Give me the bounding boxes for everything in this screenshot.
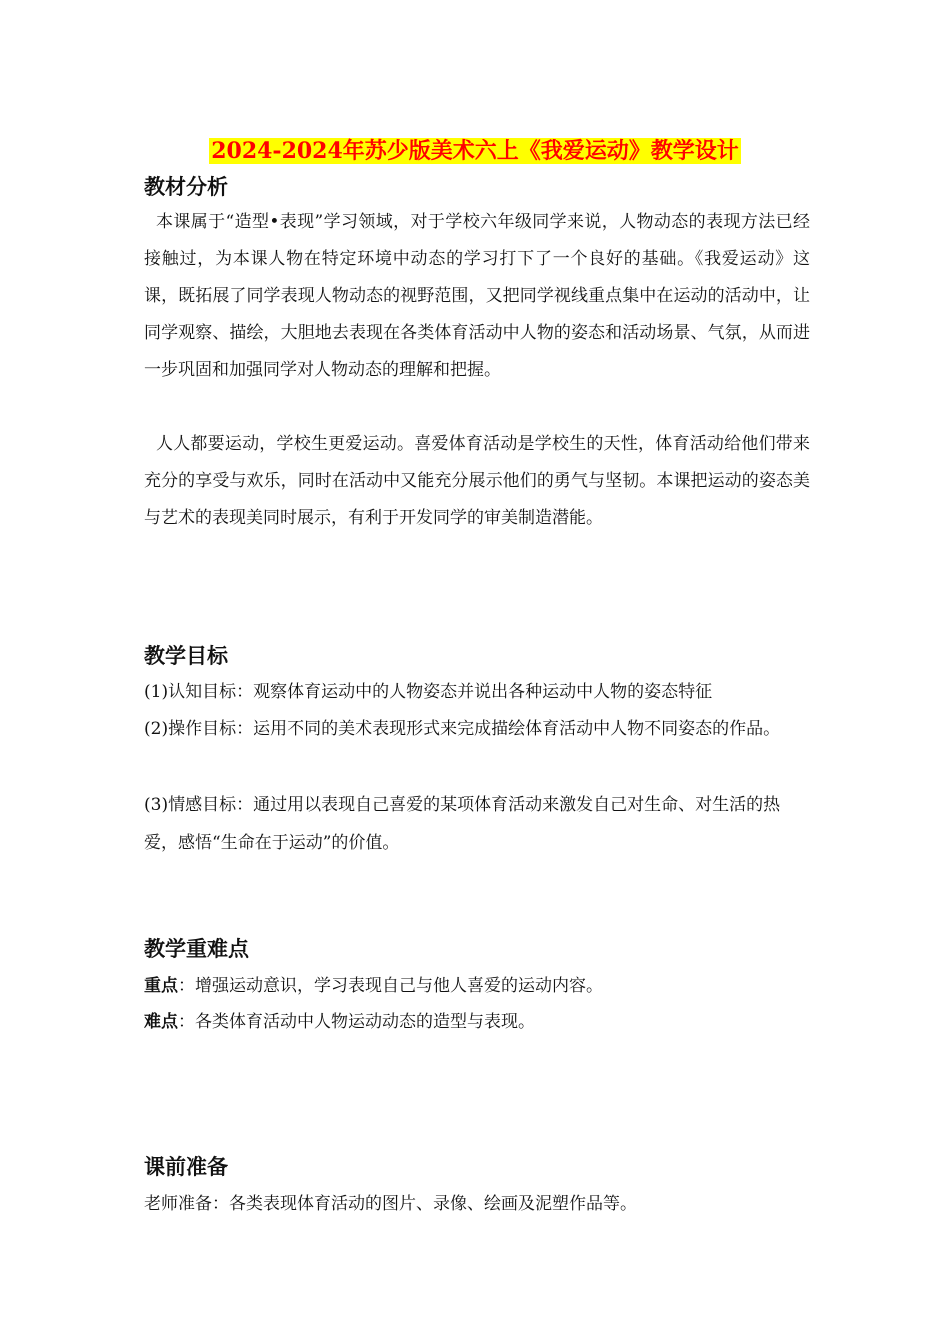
key-point-label: 重点 <box>144 976 178 996</box>
document-title <box>0 136 950 166</box>
section-heading-prep: 课前准备 <box>144 1155 228 1179</box>
goal-cognitive: (1)认知目标：观察体育运动中的人物姿态并说出各种运动中人物的姿态特征 <box>144 682 713 702</box>
goal-operation: (2)操作目标：运用不同的美术表现形式来完成描绘体育活动中人物不同姿态的作品。 <box>144 719 781 739</box>
goal-emotion: (3)情感目标：通过用以表现自己喜爱的某项体育活动来激发自己对生命、对生活的热爱，感悟“生命在于运动”的价值。 <box>144 795 781 853</box>
key-point-text: ：增强运动意识，学习表现自己与他人喜爱的运动内容。 <box>178 976 603 996</box>
difficult-point-line <box>144 1007 824 1037</box>
difficult-point-label: 难点 <box>144 1012 178 1032</box>
analysis-paragraph-2: 人人都要运动，学校生更爱运动。喜爱体育活动是学校生的天性，体育活动给他们带来充分的享受与欢乐，同时在活动中又能充分展示他们的勇气与坚韧。本课把运动的姿态美与艺术的表现美同时展示，有利于开发同学的审美制造潜能。 <box>144 434 810 528</box>
difficult-point-text: ：各类体育活动中人物运动动态的造型与表现。 <box>178 1012 535 1032</box>
section-heading-goals: 教学目标 <box>144 644 228 668</box>
document-title-text: 2024-2024年苏少版美术六上《我爱运动》教学设计 <box>211 138 739 164</box>
analysis-paragraph-1: 本课属于“造型•表现”学习领域，对于学校六年级同学来说，人物动态的表现方法已经接触过，为本课人物在特定环境中动态的学习打下了一个良好的基础。《我爱运动》这课，既拓展了同学表现人物动态的视野范围，又把同学视线重点集中在运动的活动中，让同学观察、描绘，大胆地去表现在各类体育活动中人物的姿态和活动场景、气氛，从而进一步巩固和加强同学对人物动态的理解和把握。 <box>144 212 810 380</box>
section-heading-analysis: 教材分析 <box>144 175 228 199</box>
prep-teacher-text: 老师准备：各类表现体育活动的图片、录像、绘画及泥塑作品等。 <box>144 1194 637 1214</box>
key-point-line <box>144 971 824 1001</box>
section-heading-keypoints: 教学重难点 <box>144 937 249 961</box>
